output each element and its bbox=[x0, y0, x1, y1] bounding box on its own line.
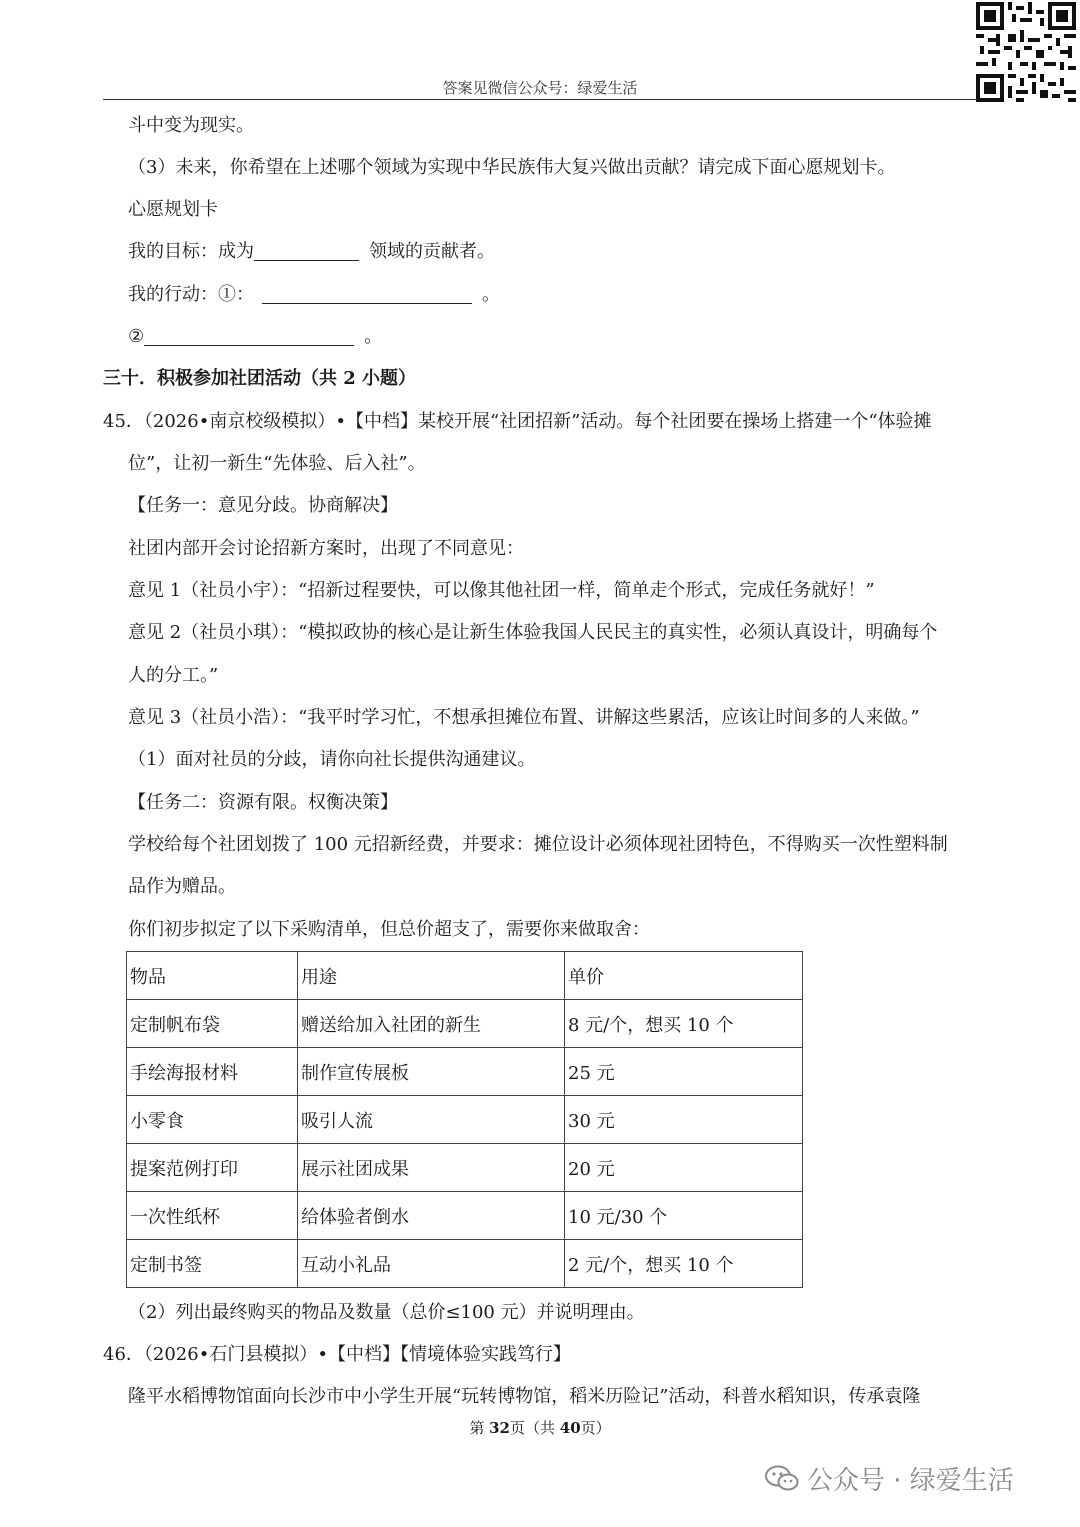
table-cell: 提案范例打印 bbox=[127, 1144, 298, 1192]
opinion-2: 意见 2（社员小琪）：“模拟政协的核心是让新生体验我国人民民主的真实性，必须认真设计，明确每个 bbox=[128, 622, 938, 643]
task-2-heading: 【任务二：资源有限。权衡决策】 bbox=[128, 792, 398, 813]
action-2-label: ② bbox=[128, 326, 145, 347]
table-cell: 互动小礼品 bbox=[298, 1240, 565, 1288]
question-45: 45．（2026•南京校级模拟）•【中档】某校开展“社团招新”活动。每个社团要在操场上搭建一个“体验摊 bbox=[103, 411, 932, 432]
table-header-cell: 用途 bbox=[298, 952, 565, 1000]
table-cell: 吸引人流 bbox=[298, 1096, 565, 1144]
table-cell: 展示社团成果 bbox=[298, 1144, 565, 1192]
wish-card-title: 心愿规划卡 bbox=[128, 199, 218, 220]
task-1-heading: 【任务一：意见分歧。协商解决】 bbox=[128, 495, 398, 516]
section-heading: 三十．积极参加社团活动（共 2 小题） bbox=[103, 368, 417, 389]
purchase-table bbox=[126, 951, 803, 1288]
page-number: 32 bbox=[489, 1419, 510, 1437]
text-line: 位”，让初一新生“先体验、后入社”。 bbox=[128, 453, 426, 474]
page-total: 40 bbox=[559, 1419, 581, 1437]
sub-question-1: （1）面对社员的分歧，请你向社长提供沟通建议。 bbox=[128, 749, 536, 770]
table-row bbox=[127, 1000, 803, 1048]
footer-middle: 页（共 bbox=[509, 1419, 560, 1437]
action-label: 我的行动：①： bbox=[128, 284, 254, 305]
table-cell: 给体验者倒水 bbox=[298, 1192, 565, 1240]
action-1-end: 。 bbox=[482, 284, 500, 305]
footer-prefix: 第 bbox=[469, 1419, 490, 1437]
action-2-end: 。 bbox=[364, 326, 383, 347]
table-cell: 2 元/个，想买 10 个 bbox=[565, 1240, 803, 1288]
table-cell: 20 元 bbox=[565, 1144, 803, 1192]
goal-label: 我的目标：成为 bbox=[128, 241, 254, 262]
watermark-text: 公众号 · 绿爱生活 bbox=[807, 1466, 1014, 1496]
table-header-cell: 物品 bbox=[127, 952, 298, 1000]
sub-question-2: （2）列出最终购买的物品及数量（总价≤100 元）并说明理由。 bbox=[128, 1302, 645, 1323]
wechat-watermark bbox=[765, 1460, 1014, 1497]
table-row bbox=[127, 1192, 803, 1240]
goal-line bbox=[128, 240, 495, 264]
goal-suffix: 领域的贡献者。 bbox=[369, 241, 495, 262]
table-row bbox=[127, 1144, 803, 1192]
table-cell: 30 元 bbox=[565, 1096, 803, 1144]
sub-question-3: （3）未来，你希望在上述哪个领域为实现中华民族伟大复兴做出贡献？请完成下面心愿规划卡。 bbox=[128, 157, 896, 178]
action-2-blank[interactable] bbox=[144, 325, 354, 346]
goal-blank[interactable] bbox=[254, 240, 359, 261]
table-row bbox=[127, 1096, 803, 1144]
action-1-blank[interactable] bbox=[262, 283, 472, 304]
text-line: 斗中变为现实。 bbox=[128, 115, 254, 136]
action-line-1 bbox=[128, 283, 500, 307]
table-cell: 8 元/个，想买 10 个 bbox=[565, 1000, 803, 1048]
table-header-row bbox=[127, 952, 803, 1000]
text-line: 品作为赠品。 bbox=[128, 876, 236, 897]
table-row bbox=[127, 1048, 803, 1096]
text-line: 隆平水稻博物馆面向长沙市中小学生开展“玩转博物馆，稻米历险记”活动，科普水稻知识，传承袁隆 bbox=[128, 1386, 921, 1407]
wechat-icon bbox=[765, 1465, 799, 1493]
text-line: 你们初步拟定了以下采购清单，但总价超支了，需要你来做取舍： bbox=[128, 919, 650, 940]
table-cell: 10 元/30 个 bbox=[565, 1192, 803, 1240]
text-line: 人的分工。” bbox=[128, 665, 219, 686]
table-cell: 一次性纸杯 bbox=[127, 1192, 298, 1240]
opinion-3: 意见 3（社员小浩）：“我平时学习忙，不想承担摊位布置、讲解这些累活，应该让时间多的人来做。” bbox=[128, 707, 920, 728]
header-divider bbox=[103, 99, 977, 100]
text-line: 学校给每个社团划拨了 100 元招新经费，并要求：摊位设计必须体现社团特色，不得购买一次性塑料制 bbox=[128, 834, 948, 855]
table-cell: 定制书签 bbox=[127, 1240, 298, 1288]
table-header-cell: 单价 bbox=[565, 952, 803, 1000]
table-cell: 手绘海报材料 bbox=[127, 1048, 298, 1096]
question-46: 46．（2026•石门县模拟）•【中档】【情境体验实践笃行】 bbox=[103, 1344, 571, 1365]
page-footer bbox=[0, 1417, 1080, 1438]
table-row bbox=[127, 1240, 803, 1288]
footer-suffix: 页） bbox=[580, 1419, 611, 1437]
table-cell: 小零食 bbox=[127, 1096, 298, 1144]
table-cell: 25 元 bbox=[565, 1048, 803, 1096]
opinion-1: 意见 1（社员小宇）：“招新过程要快，可以像其他社团一样，简单走个形式，完成任务就好！” bbox=[128, 580, 875, 601]
page-header: 答案见微信公众号：绿爱生活 bbox=[442, 79, 638, 97]
table-cell: 定制帆布袋 bbox=[127, 1000, 298, 1048]
text-line: 社团内部开会讨论招新方案时，出现了不同意见： bbox=[128, 538, 524, 559]
table-cell: 赠送给加入社团的新生 bbox=[298, 1000, 565, 1048]
table-cell: 制作宣传展板 bbox=[298, 1048, 565, 1096]
action-line-2 bbox=[128, 325, 382, 349]
